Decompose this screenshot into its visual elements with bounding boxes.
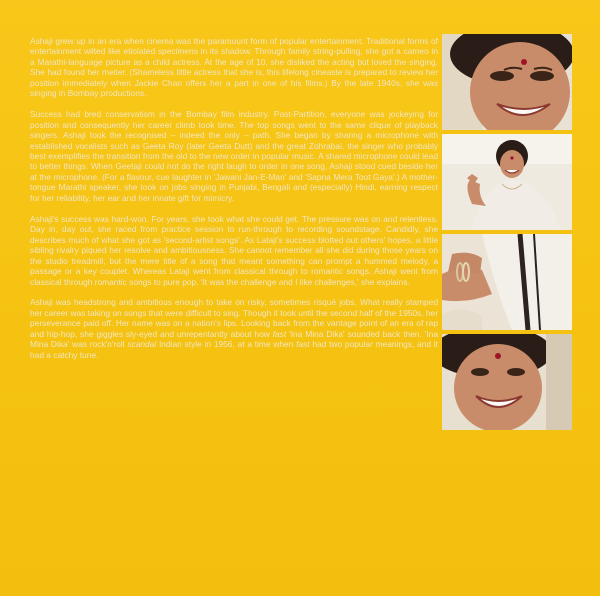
paragraph-3 xyxy=(30,214,438,287)
text-run: Ashaji's success was hard-won. For years, she took what she could get. The pressure was on and relentless. Day in, day out, she raced from practice session to run-through to recording soundstage. Candidly, she describes much of what she got as 'second-artist songs'. As Lataji's success blotted out others' hopes, a little sibling rivalry piqued her resolve and ambitiousness. She cannot remember all she did during those years on the studio treadmill, but the mere title of a song that meant something can prompt a hummed melody, a passage or a key couplet. Whereas Lataji went from classical through to romantic songs, Ashaji went from classical through romantic songs to pure pop. 'It was the challenge and I like challenges,' she explains. xyxy=(30,213,438,287)
emphasis-text: fast xyxy=(296,339,310,350)
paragraph-2 xyxy=(30,109,438,203)
text-run: Indian style in 1956, at a time when xyxy=(156,339,297,350)
article-text-column xyxy=(30,36,438,371)
paragraph-4 xyxy=(30,297,438,360)
paragraph-1 xyxy=(30,36,438,99)
photo-smiling-bindi xyxy=(442,334,572,430)
photo-hands-bangles xyxy=(442,234,572,330)
text-run: had two popular meanings, and it had a catchy tune. xyxy=(30,339,438,360)
text-run: Ashaji grew up in an era when cinema was the paramount form of popular entertainment. Traditional forms of entertainment wilted like etiolated specimens in its shadow. Through family string-pulling, she got a cameo in a Marathi-language picture as a child actress. At the age of 10, she disliked the acting but loved the singing. She had found her metier. (Shameless little actress that she is, this lifelong cineaste is prepared to review her position immediately when Jackie Chan offers her a part in one of his films.) By the late 1940s, she was singing in Bombay productions. xyxy=(30,36,438,99)
text-run: Ashaji was headstrong and ambitious enough to take on risky, sometimes risqué jobs. What really stamped her career was taking on songs that were difficult to sing. Though it took until the second half of the 1950s, her perseverance paid off. Her name was on a nation's lips. Looking back from the vantage point of an era of rap and hip-hop, she giggles sly-eyed and unrepentantly about how xyxy=(30,297,438,339)
photo-closeup-smile xyxy=(442,34,572,130)
emphasis-text: fast xyxy=(272,328,287,339)
photo-sari-portrait xyxy=(442,134,572,230)
emphasis-text: scandal xyxy=(127,339,157,350)
text-run: Success had bred conservatism in the Bombay film industry. Post-Partition, everyone was jockeying for position and consequently her career climb took time. The top songs went to the same clique of playback singers. Ashaji took the recognised – indeed the only – path. She began by sharing a microphone with established vocalists such as Geeta Roy (later Geeta Dutt) and the great Zohrabai, the singer who probably best exemplifies the transition from the old to the new order in popular music. A shared microphone could lead to better things. When Geetaji could not do the right laugh to order in one song, Ashaji stood cued beside her at the microphone. (For a flavour, cue laughter in 'Jawani Jan-E-Man' and 'Sapna Mera Toot Gaya'.) A mother-tongue Marathi speaker, she took on jobs singing in Punjabi, Bengali and (especially) Hindi, earning respect for her reliability, her ear and her innate gift for mimicry. xyxy=(30,109,438,203)
text-run: 'Ina Mina Dika' sounded back then. 'Ina Mina Dika' was rock'n'roll xyxy=(30,328,438,350)
